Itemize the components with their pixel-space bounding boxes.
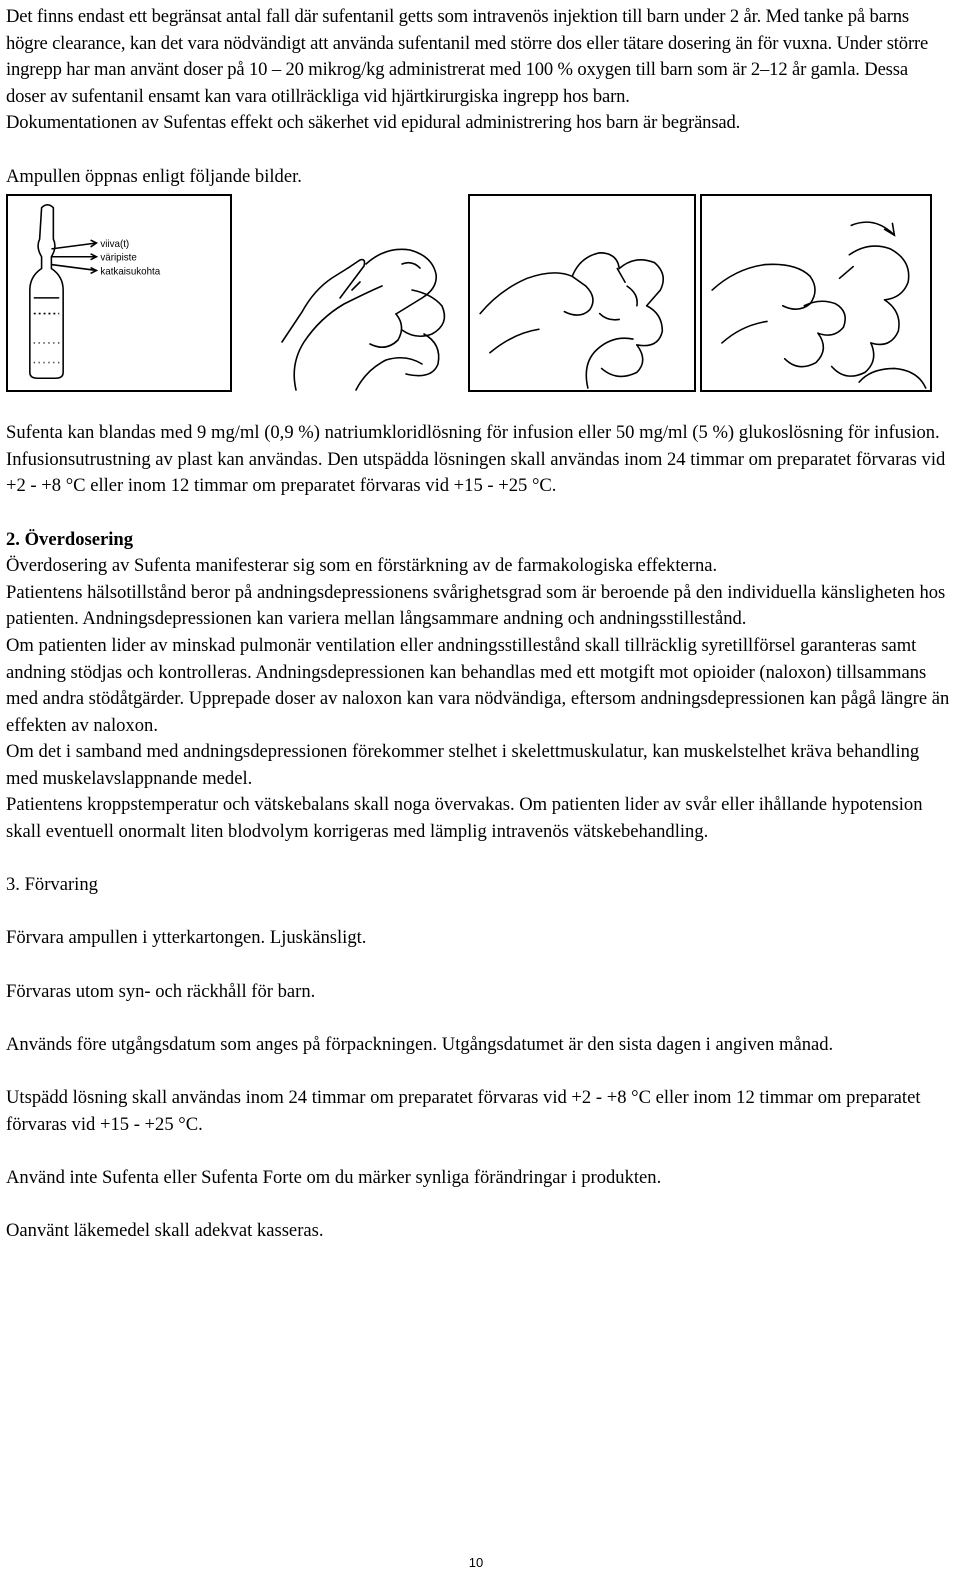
label-break-point: katkaisukohta (100, 266, 161, 278)
overdose-paragraph-3: Om patienten lider av minskad pulmonär ventilation eller andningsstillestånd skall tillräcklig syretillförsel garanteras samt andning stödjas och kontrolleras. Andningsdepressionen kan behandlas med ett motgift mot opioider (naloxon) tillsammans med andra stödåtgärder. Upprepade doser av naloxon kan vara nödvändiga, eftersom andningsdepressionen kan pågå längre än effekten av naloxon. (6, 634, 950, 736)
label-dot: väripiste (100, 252, 137, 264)
overdose-paragraph-4: Om det i samband med andningsdepressionen förekommer stelhet i skelettmuskulatur, kan muskelstelhet kräva behandling med muskelavslappnande medel. (6, 741, 920, 789)
storage-item-1: Förvara ampullen i ytterkartongen. Ljuskänsligt. (6, 927, 367, 949)
storage-item-4: Utspädd lösning skall användas inom 24 timmar om preparatet förvaras vid +2 - +8 °C eller inom 12 timmar om preparatet förvaras vid +15 - +25 °C. (6, 1087, 921, 1135)
ampoule-figure-4 (700, 194, 932, 392)
overdose-paragraph-5: Patientens kroppstemperatur och vätskebalans skall noga övervakas. Om patienten lider av svår eller ihållande hypotension skall eventuell onormalt liten blodvolym korrigeras med lämplig intravenös vätskebehandling. (6, 794, 923, 843)
overdose-heading: 2. Överdosering (6, 528, 134, 550)
hand-breaking-drawing (470, 196, 694, 390)
label-line: viiva(t) (100, 239, 130, 251)
hand-holding-drawing (236, 194, 462, 392)
hand-snapping-drawing (702, 196, 930, 390)
mixing-paragraph: Sufenta kan blandas med 9 mg/ml (0,9 %) natriumkloridlösning för infusion eller 50 mg/ml (5 %) glukoslösning för infusion. Infusionsutrustning av plast kan användas. Den utspädda lösningen skall användas inom 24 timmar om preparatet förvaras vid +2 - +8 °C eller inom 12 timmar om preparatet förvaras vid +15 - +25 °C. (6, 422, 946, 497)
epidural-paragraph: Dokumentationen av Sufentas effekt och säkerhet vid epidural administrering hos barn är begränsad. (6, 112, 741, 134)
overdose-paragraph-1: Överdosering av Sufenta manifesterar sig som en förstärkning av de farmakologiska effekterna. (6, 555, 718, 577)
ampoule-drawing (8, 196, 230, 390)
storage-item-2: Förvaras utom syn- och räckhåll för barn. (6, 980, 316, 1002)
storage-heading: 3. Förvaring (6, 874, 98, 896)
storage-item-6: Oanvänt läkemedel skall adekvat kasseras. (6, 1219, 324, 1241)
ampoule-figure-2 (236, 194, 462, 392)
page-number: 10 (468, 1555, 484, 1570)
ampoule-figure-1 (6, 194, 232, 392)
overdose-paragraph-2: Patientens hälsotillstånd beror på andningsdepressionens svårighetsgrad som är beroende på den individuella känsligheten hos patienten. Andningsdepressionen kan variera mellan långsammare andning och andningsstillestånd. (6, 581, 946, 630)
ampoule-figures (6, 194, 950, 398)
ampoule-figure-3 (468, 194, 696, 392)
storage-item-3: Används före utgångsdatum som anges på förpackningen. Utgångsdatumet är den sista dagen i angiven månad. (6, 1033, 834, 1055)
intro-paragraph: Det finns endast ett begränsat antal fall där sufentanil getts som intravenös injektion till barn under 2 år. Med tanke på barns högre clearance, kan det vara nödvändigt att använda sufentanil med större dos eller tätare dosering än för vuxna. Under större ingrepp har man använt doser på 10 – 20 mikrog/kg administrerat med 100 % oxygen till barn som är 2–12 år gamla. Dessa doser av sufentanil ensamt kan vara otillräckliga vid hjärtkirurgiska ingrepp hos barn. (6, 6, 929, 107)
storage-item-5: Använd inte Sufenta eller Sufenta Forte om du märker synliga förändringar i produkten. (6, 1166, 662, 1188)
document-page (6, 4, 950, 1245)
ampoule-caption: Ampullen öppnas enligt följande bilder. (6, 165, 302, 187)
